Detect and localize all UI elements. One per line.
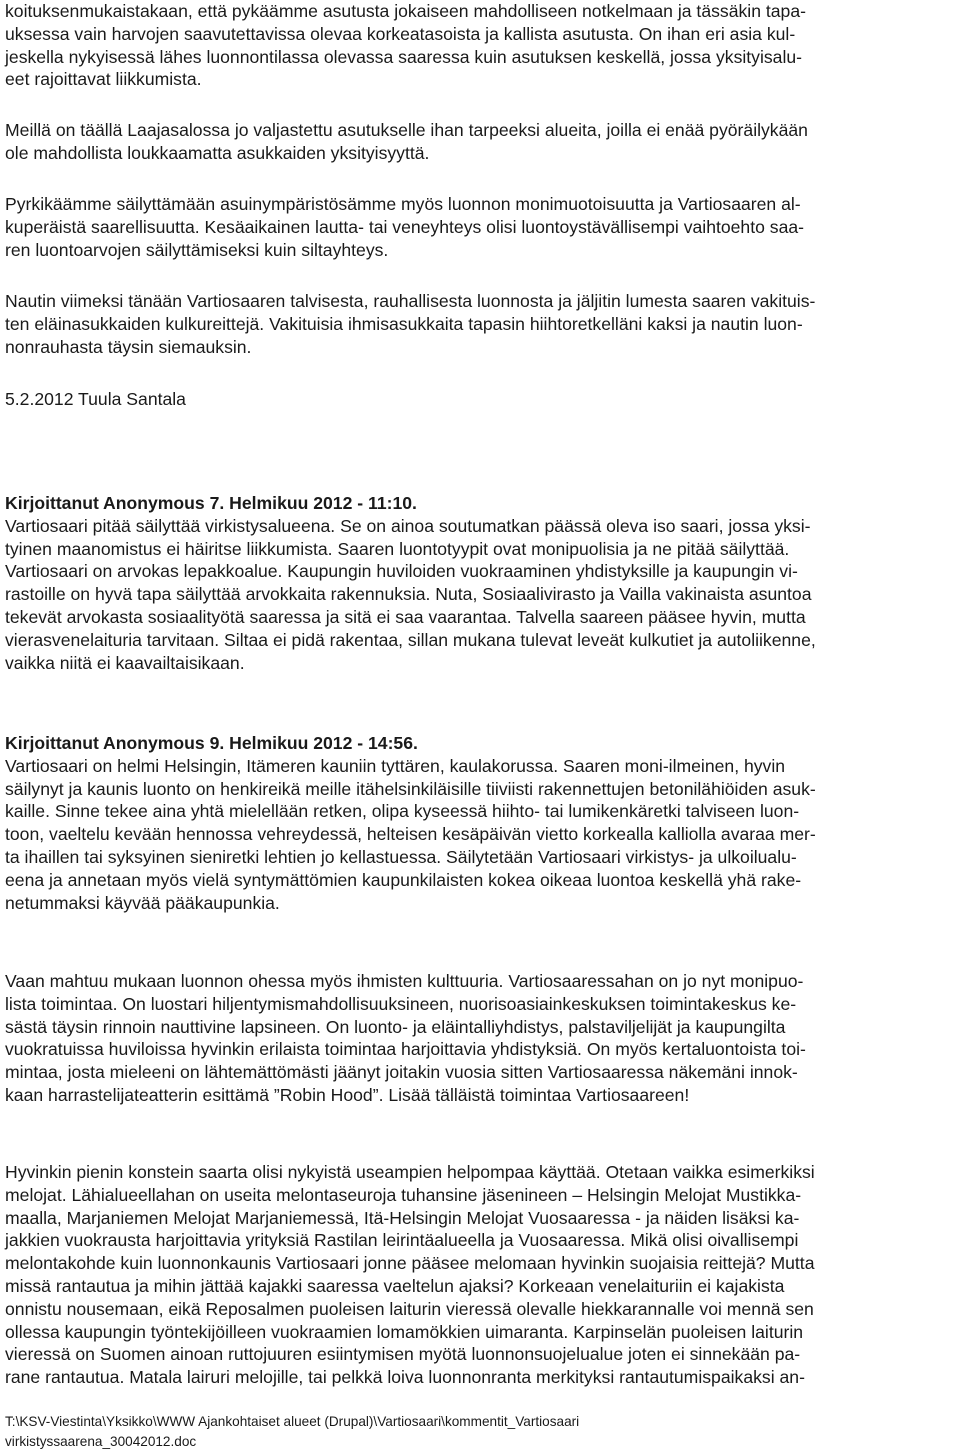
- text-line: ollessa kaupungin työntekijöilleen vuokraamien lomamökkien uimaranta. Karpinselän puoleisen laiturin: [5, 1321, 804, 1342]
- text-line: säilynyt ja kaunis luonto on henkireikä meille itähelsinkiläisille tiiviisti rakennettujen betonilähiöiden asuk-: [5, 778, 816, 799]
- paragraph-melonta: [5, 1161, 951, 1389]
- text-line: ole mahdollista loukkaamatta asukkaiden yksityisyyttä.: [5, 142, 430, 163]
- text-line: kuperäistä saarellisuutta. Kesäaikainen lautta- tai veneyhteys olisi luontoystävällisempi vaihtoehto saa-: [5, 216, 805, 237]
- text-line: vieressä on Suomen ainoan ruttojuuren esiintymisen myötä luonnonsuojelualue joten ei sinnekään pa-: [5, 1344, 801, 1365]
- text-line: eena ja annetaan myös vielä syntymättömien kaupunkilaisten kokea oikeaa luontoa keskellä yhä rake-: [5, 869, 802, 890]
- comment-anonymous-9: [5, 732, 951, 914]
- comment-heading: Kirjoittanut Anonymous 7. Helmikuu 2012 - 11:10.: [5, 493, 417, 513]
- text-line: jakkien vuokrausta harjoittavia yrityksiä Rastilan leirintäalueella ja Vuosaaressa. Mikä olisi oivallisempi: [5, 1230, 799, 1251]
- text-line: melontakohde kuin luonnonkaunis Vartiosaari jonne pääsee melomaan hyvinkin suojaisia reittejä? Mutta: [5, 1253, 815, 1274]
- text-line: jeskella nykyisessä lähes luonnontilassa olevassa saaressa kuin asutuksen keskellä, jossa yksityisalu-: [5, 46, 803, 67]
- text-line: tyinen maanomistus ei häiritse liikkumista. Saaren luontotyypit ovat monipuolisia ja ne pitää säilyttää.: [5, 538, 790, 559]
- text-line: Hyvinkin pienin konstein saarta olisi nykyistä useampien helpompaa käyttää. Otetaan vaikka esimerkiksi: [5, 1162, 815, 1182]
- text-line: vierasvenelaituria tarvitaan. Siltaa ei pidä rakentaa, sillan mukana tulevat leveät kulkutiet ja autoliikenne,: [5, 629, 816, 650]
- text-line: Vartiosaari on arvokas lepakkoalue. Kaupungin huviloiden vuokraaminen yhdistyksille ja kaupungin vi-: [5, 561, 798, 582]
- text-line: onnistu nousemaan, eikä Reposalmen puoleisen laiturin vieressä olevalle hiekkarannalle voi mennä sen: [5, 1298, 814, 1319]
- text-line: Vartiosaari on helmi Helsingin, Itämeren kauniin tyttären, kaulakorussa. Saaren moni-ilmeinen, hyvin: [5, 755, 786, 776]
- text-line: netummaksi käyvää pääkaupunkia.: [5, 892, 280, 913]
- text-line: vaikka niitä ei kaavailtaisikaan.: [5, 652, 245, 673]
- text-line: ren luontoarvojen säilyttämiseksi kuin siltayhteys.: [5, 239, 389, 260]
- footer-filename: virkistyssaarena_30042012.doc: [5, 1434, 197, 1449]
- text-line: kaille. Sinne tekee aina yhtä mielellään retken, olipa kyseessä hiihto- tai lumikenkäretki talviseen luon-: [5, 801, 800, 822]
- footer-path: T:\KSV-Viestinta\Yksikko\WWW Ajankohtaiset alueet (Drupal)\Vartiosaari\kommentit_Vartiosaari: [5, 1414, 580, 1429]
- paragraph-kulttuuri: [5, 970, 951, 1107]
- text-line: ta ihaillen tai syksyinen sieniretki lehtien jo kellastuessa. Säilytetään Vartiosaari virkistys- ja ulkoilualu-: [5, 846, 797, 867]
- comment-anonymous-7: [5, 492, 951, 674]
- text-line: ten eläinasukkaiden kulkureittejä. Vakituisia ihmisasukkaita tapasin hiihtoretkelläni kaksi ja nautin luon-: [5, 313, 803, 334]
- text-line: nonrauhasta täysin siemauksin.: [5, 336, 252, 357]
- text-line: kaan harrastelijateatterin esittämä ”Robin Hood”. Lisää tälläistä toimintaa Vartiosaareen!: [5, 1084, 690, 1105]
- paragraph-talvi: [5, 290, 951, 358]
- text-line: rane rantautua. Matala lairuri melojille, tai pelkkä loiva luonnonranta merkityksi rantautumispaikaksi an-: [5, 1367, 805, 1388]
- text-line: Meillä on täällä Laajasalossa jo valjastettu asutukselle ihan tarpeeksi alueita, joilla ei enää pyöräilykään: [5, 120, 808, 140]
- text-line: tekevät arvokasta sosiaalityötä saaressa ja sitä ei saa vaarantaa. Talvella saareen pääsee hyvin, mutta: [5, 606, 806, 627]
- document-footer: [5, 1412, 951, 1452]
- comment-heading: Kirjoittanut Anonymous 9. Helmikuu 2012 - 14:56.: [5, 733, 418, 753]
- paragraph-laajasalo: [5, 119, 951, 165]
- signature: 5.2.2012 Tuula Santala: [5, 389, 186, 409]
- text-line: missä rantautua ja mihin jättää kajakki saaressa vaeltelun ajaksi? Korkeaan venelaituriin ei kajakista: [5, 1275, 785, 1296]
- text-line: toon, vaeltelu kevään hennossa vehreydessä, helteisen kesäpäivän vietto korkealla kalliolla avaraa mer-: [5, 824, 816, 845]
- text-line: maalla, Marjaniemen Melojat Marjaniemessä, Itä-Helsingin Melojat Vuosaaressa - ja näiden lisäksi ka-: [5, 1207, 800, 1228]
- text-line: Vaan mahtuu mukaan luonnon ohessa myös ihmisten kulttuuria. Vartiosaaressahan on jo nyt monipuo-: [5, 971, 804, 991]
- text-line: vuokratuissa huviloissa hyvinkin erilaista toimintaa harjoittavia yhdistyksiä. On myös kertaluontoista toi-: [5, 1039, 806, 1060]
- text-line: Pyrkikäämme säilyttämään asuinympäristösämme myös luonnon monimuotoisuutta ja Vartiosaaren al-: [5, 194, 801, 214]
- text-line: sästä täysin rinnoin nauttivine lapsineen. On luonto- ja eläintalliyhdistys, palstaviljelijät ja kaupungilta: [5, 1016, 786, 1037]
- text-line: lista toimintaa. On luostari hiljentymismahdollisuuksineen, nuorisoasiainkeskuksen toimintakeskus ke-: [5, 993, 797, 1014]
- signature-block: [5, 388, 951, 411]
- paragraph-luonto: [5, 193, 951, 261]
- text-line: Nautin viimeksi tänään Vartiosaaren talvisesta, rauhallisesta luonnosta ja jäljitin lumesta saaren vakituis-: [5, 291, 816, 311]
- text-line: uksessa vain harvojen saavutettavissa olevaa korkeatasoista ja kallista asutusta. On ihan eri asia kul-: [5, 23, 796, 44]
- text-line: melojat. Lähialueellahan on useita melontaseuroja tuhansine jäsenineen – Helsingin Melojat Mustikka-: [5, 1184, 802, 1205]
- text-line: Vartiosaari pitää säilyttää virkistysalueena. Se on ainoa soutumatkan päässä oleva iso saari, jossa yksi-: [5, 515, 811, 536]
- text-line: eet rajoittavat liikkumista.: [5, 69, 202, 90]
- paragraph-intro: [5, 0, 951, 91]
- text-line: koituksenmukaistakaan, että pykäämme asutusta jokaiseen mahdolliseen notkelmaan ja tässäkin tapa-: [5, 1, 806, 21]
- text-line: rastoille on hyvä tapa säilyttää arvokkaita rakennuksia. Nuta, Sosiaalivirasto ja Vailla vakinaista asuntoa: [5, 584, 812, 605]
- text-line: mintaa, josta mieleeni on lähtemättömästi jäänyt joitakin vuosia sitten Vartiosaaressa näkemäni innok-: [5, 1062, 798, 1083]
